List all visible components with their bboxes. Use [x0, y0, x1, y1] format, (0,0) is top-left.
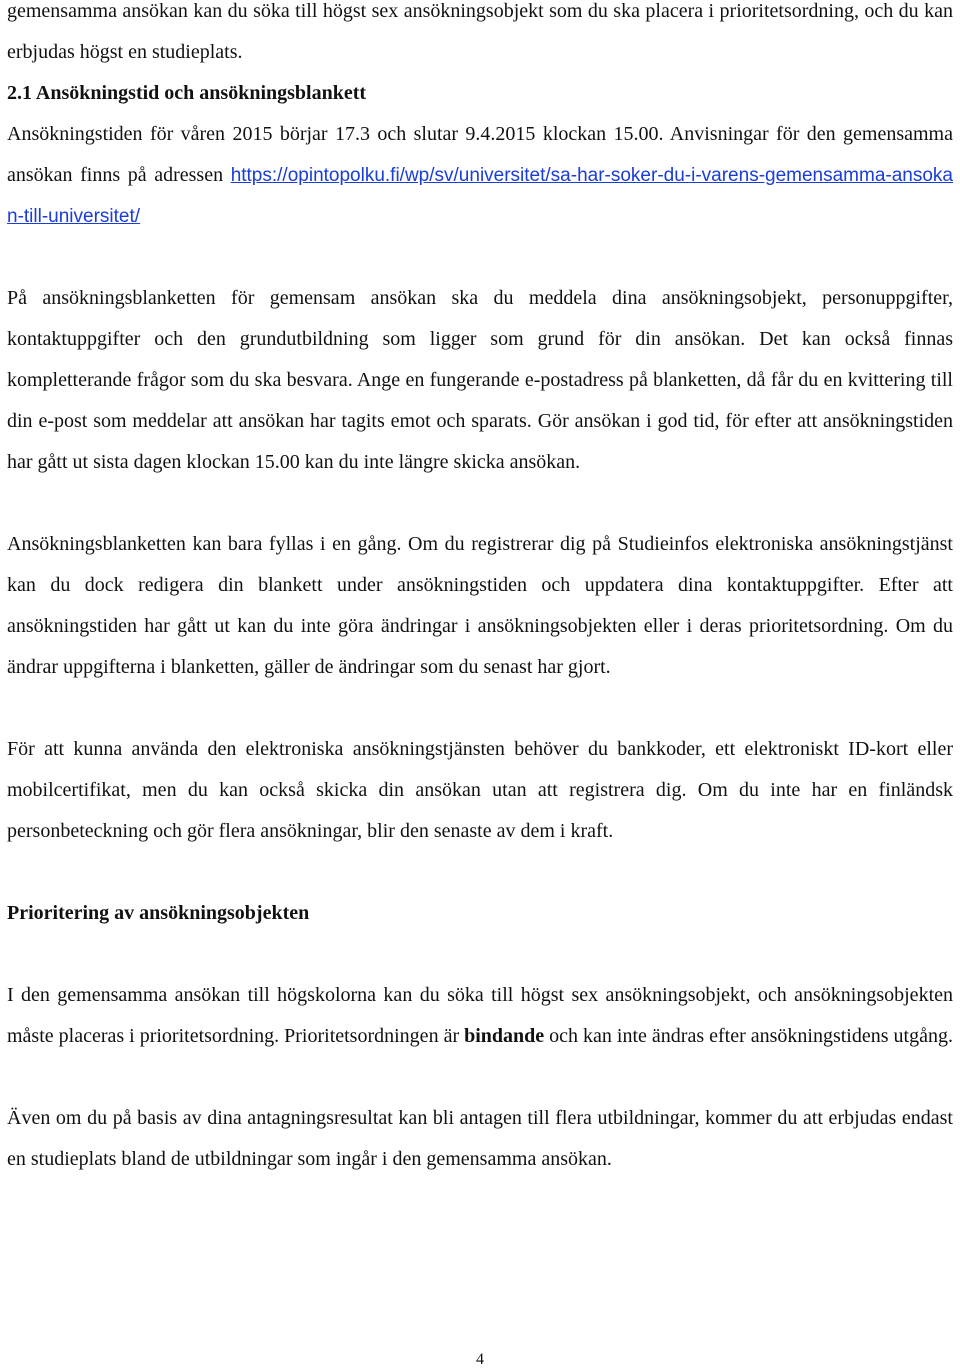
priority-heading: Prioritering av ansökningsobjekten [7, 902, 310, 924]
priority-text-before: I den gemensamma ansökan till högskolorna kan du söka till högst sex ansökningsobjekt, och ansökningsobjekten måste placeras i prioritetsordning. Prioritetsordningen är [7, 984, 953, 1047]
electronic-paragraph: För att kunna använda den elektroniska ansökningstjänsten behöver du bankkoder, ett elektroniskt ID-kort eller mobilcertifikat, men du kan också skicka din ansökan utan att registrera dig. Om du inte har en finländsk personbeteckning och gör flera ansökningar, blir den senaste av dem i kraft. [7, 738, 953, 842]
spacer [7, 852, 953, 893]
priority-paragraph [7, 975, 953, 1057]
spacer [7, 1057, 953, 1098]
document-page [7, 0, 953, 1180]
results-paragraph: Även om du på basis av dina antagningsresultat kan bli antagen till flera utbildningar, kommer du att erbjudas endast en studieplats bland de utbildningar som ingår i den gemensamma ansökan. [7, 1107, 953, 1170]
priority-text-after: och kan inte ändras efter ansökningstidens utgång. [544, 1025, 953, 1047]
page-number: 4 [476, 1351, 484, 1368]
form-paragraph: På ansökningsblanketten för gemensam ansökan ska du meddela dina ansökningsobjekt, personuppgifter, kontaktuppgifter och den grundutbildning som ligger som grund för din ansökan. Det kan också finnas kompletterande frågor som du ska besvara. Ange en fungerande e-postadress på blanketten, då får du en kvittering till din e-post som meddelar att ansökan har tagits emot och sparats. Gör ansökan i god tid, för efter att ansökningstiden har gått ut sista dagen klockan 15.00 kan du inte längre skicka ansökan. [7, 287, 953, 473]
spacer [7, 237, 953, 278]
section-heading: 2.1 Ansökningstid och ansökningsblankett [7, 82, 367, 104]
spacer [7, 483, 953, 524]
intro-paragraph: gemensamma ansökan kan du söka till högst sex ansökningsobjekt som du ska placera i prioritetsordning, och du kan erbjudas högst en studieplats. [7, 0, 953, 63]
spacer [7, 934, 953, 975]
once-paragraph: Ansökningsblanketten kan bara fyllas i en gång. Om du registrerar dig på Studieinfos elektroniska ansökningstjänst kan du dock redigera din blankett under ansökningstiden och uppdatera dina kontaktuppgifter. Efter att ansökningstiden har gått ut kan du inte göra ändringar i ansökningsobjekten eller i deras prioritetsordning. Om du ändrar uppgifterna i blanketten, gäller de ändringar som du senast har gjort. [7, 533, 953, 678]
period-text: Ansökningstiden för våren 2015 börjar 17.3 och slutar 9.4.2015 klockan 15.00. Anvisningar för den gemensamma ansökan finns på adressen [7, 123, 953, 186]
opintopolku-link[interactable]: https://opintopolku.fi/wp/sv/universitet/sa-har-soker-du-i-varens-gemensamma-ansokan-till-universitet/ [7, 165, 953, 227]
spacer [7, 688, 953, 729]
priority-bold-word: bindande [464, 1025, 545, 1047]
period-paragraph [7, 114, 953, 237]
